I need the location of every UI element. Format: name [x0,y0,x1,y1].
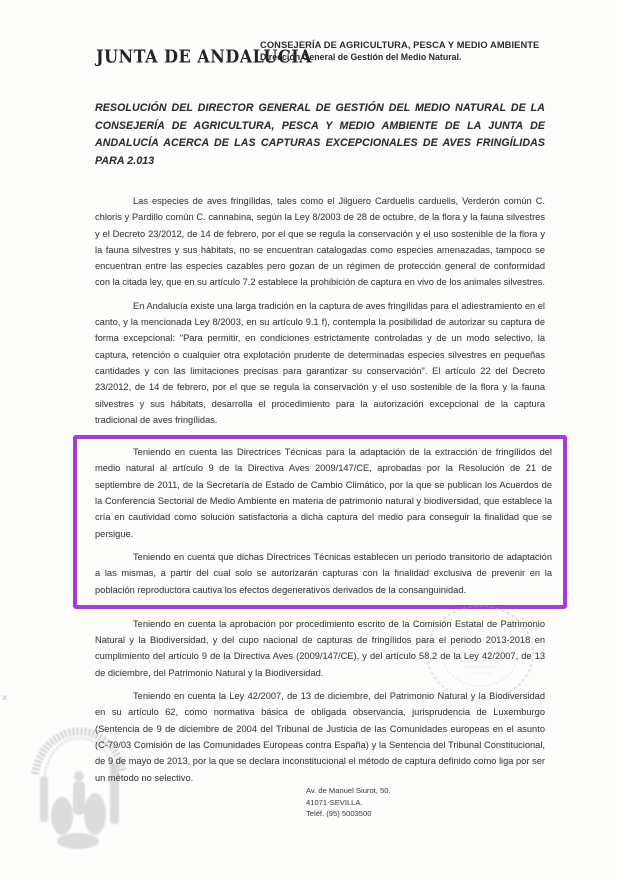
organization-header [260,39,560,63]
paragraph-species-intro: Las especies de aves fringílidas, tales como el Jilguero Carduelis carduelis, Verderón común C. chloris y Pardillo común C. cannabina, según la Ley 8/2003 de 28 de octubre, de la flora y la fauna silvestres y el Decreto 23/2012, de 14 de febrero, por el que se regula la conservación y el uso sostenible de la flora y la fauna silvestres y sus hábitats, no se encuentran catalogadas como especies amenazadas, tampoco se encuentran entre las especies cazables pero gozan de un régimen de protección general de conformidad con la citada ley, que en su artículo 7.2 establece la prohibición de captura en vivo de los animales silvestres. [95,196,545,288]
document-title: RESOLUCIÓN DEL DIRECTOR GENERAL DE GESTIÓN DEL MEDIO NATURAL DE LA CONSEJERÍA DE AGRICULTURA, PESCA Y MEDIO AMBIENTE DE LA JUNTA DE ANDALUCÍA ACERCA DE LAS CAPTURAS EXCEPCIONALES DE AVES FRINGÍLIDAS PARA 2.013 [95,102,545,167]
consejeria-name: CONSEJERÍA DE AGRICULTURA, PESCA Y MEDIO AMBIENTE [260,40,540,50]
footer-phone: Teléf. (95) 5003500 [306,809,372,818]
footer-city: 41071-SEVILLA. [306,797,363,807]
highlight-box [73,435,567,609]
footer-address [306,785,391,820]
junta-de-andalucia-logo: JUNTA DE ANDALUCIA [96,46,313,67]
direccion-general-name: Dirección General de Gestión del Medio Natural. [260,52,462,62]
document-body [95,100,552,793]
scan-smudge: ✕ [1,693,9,703]
paragraph-tradition-law: En Andalucía existe una larga tradición en la captura de aves fringílidas para el adiestramiento en el canto, y la mencionada Ley 8/2003, en su artículo 9.1 f), contempla la posibilidad de autorizar su captura de forma excepcional: "Para permitir, en condiciones estrictamente controladas y de un modo selectivo, la captura, retención o cualquier otra explotación prudente de determinadas especies silvestres en pequeñas cantidades y con las limitaciones precisas para garantizar su conservación". El artículo 22 del Decreto 23/2012, de 14 de febrero, por el que se regula la conservación y el uso sostenible de la flora y la fauna silvestres y sus hábitats, desarrolla el procedimiento para la autorización excepcional de la captura tradicional de aves fringílidas. [95,300,545,425]
paragraph-periodo-transitorio: Teniendo en cuenta que dichas Directrices Técnicas establecen un periodo transitorio de adaptación a las mismas, a partir del cual solo se autorizarán capturas con la finalidad exclusiva de prevenir en la población reproductora cautiva los efectos degenerativos derivados de la consanguinidad. [95,551,552,595]
paragraph-comision-estatal: Teniendo en cuenta la aprobación por procedimiento escrito de la Comisión Estatal de Patrimonio Natural y la Biodiversidad, y del cupo nacional de capturas de fringílidos para el periodo 2013-2018 en cumplimiento del artículo 9 de la Directiva Aves (2009/147/CE), y del artículo 58.2 de la Ley 42/2007, de 13 de diciembre, del Patrimonio Natural y la Biodiversidad. [95,618,545,678]
footer-street: Av. de Manuel Siurot, 50. [306,786,391,795]
paragraph-ley-42-2007: Teniendo en cuenta la Ley 42/2007, de 13 de diciembre, del Patrimonio Natural y la Biodiversidad en su artículo 62, como normativa básica de obligada observancia, jurisprudencia de Luxemburgo (Sentencia de 9 de diciembre de 2004 del Tribunal de Justicia de las Comunidades europeas en el asunto (C-79/03 Comisión de las Comunidades Europeas contra España) y la Sentencia del Tribunal Constitucional, de 9 de mayo de 2013, por la que se declara inconstitucional el método de captura definido como liga por ser un método no selectivo. [95,691,545,783]
paragraph-directrices-tecnicas: Teniendo en cuenta las Directrices Técnicas para la adaptación de la extracción de fringílidos del medio natural al artículo 9 de la Directiva Aves 2009/147/CE, aprobadas por la Resolución de 21 de septiembre de 2011, de la Secretaría de Estado de Cambio Climático, por la que se publican los Acuerdos de la Conferencia Sectorial de Medio Ambiente en materia de patrimonio natural y biodiversidad, que establece la cría en cautividad como solución satisfactoria a dicha captura del medio para conseguir la finalidad que se persigue. [95,447,552,539]
